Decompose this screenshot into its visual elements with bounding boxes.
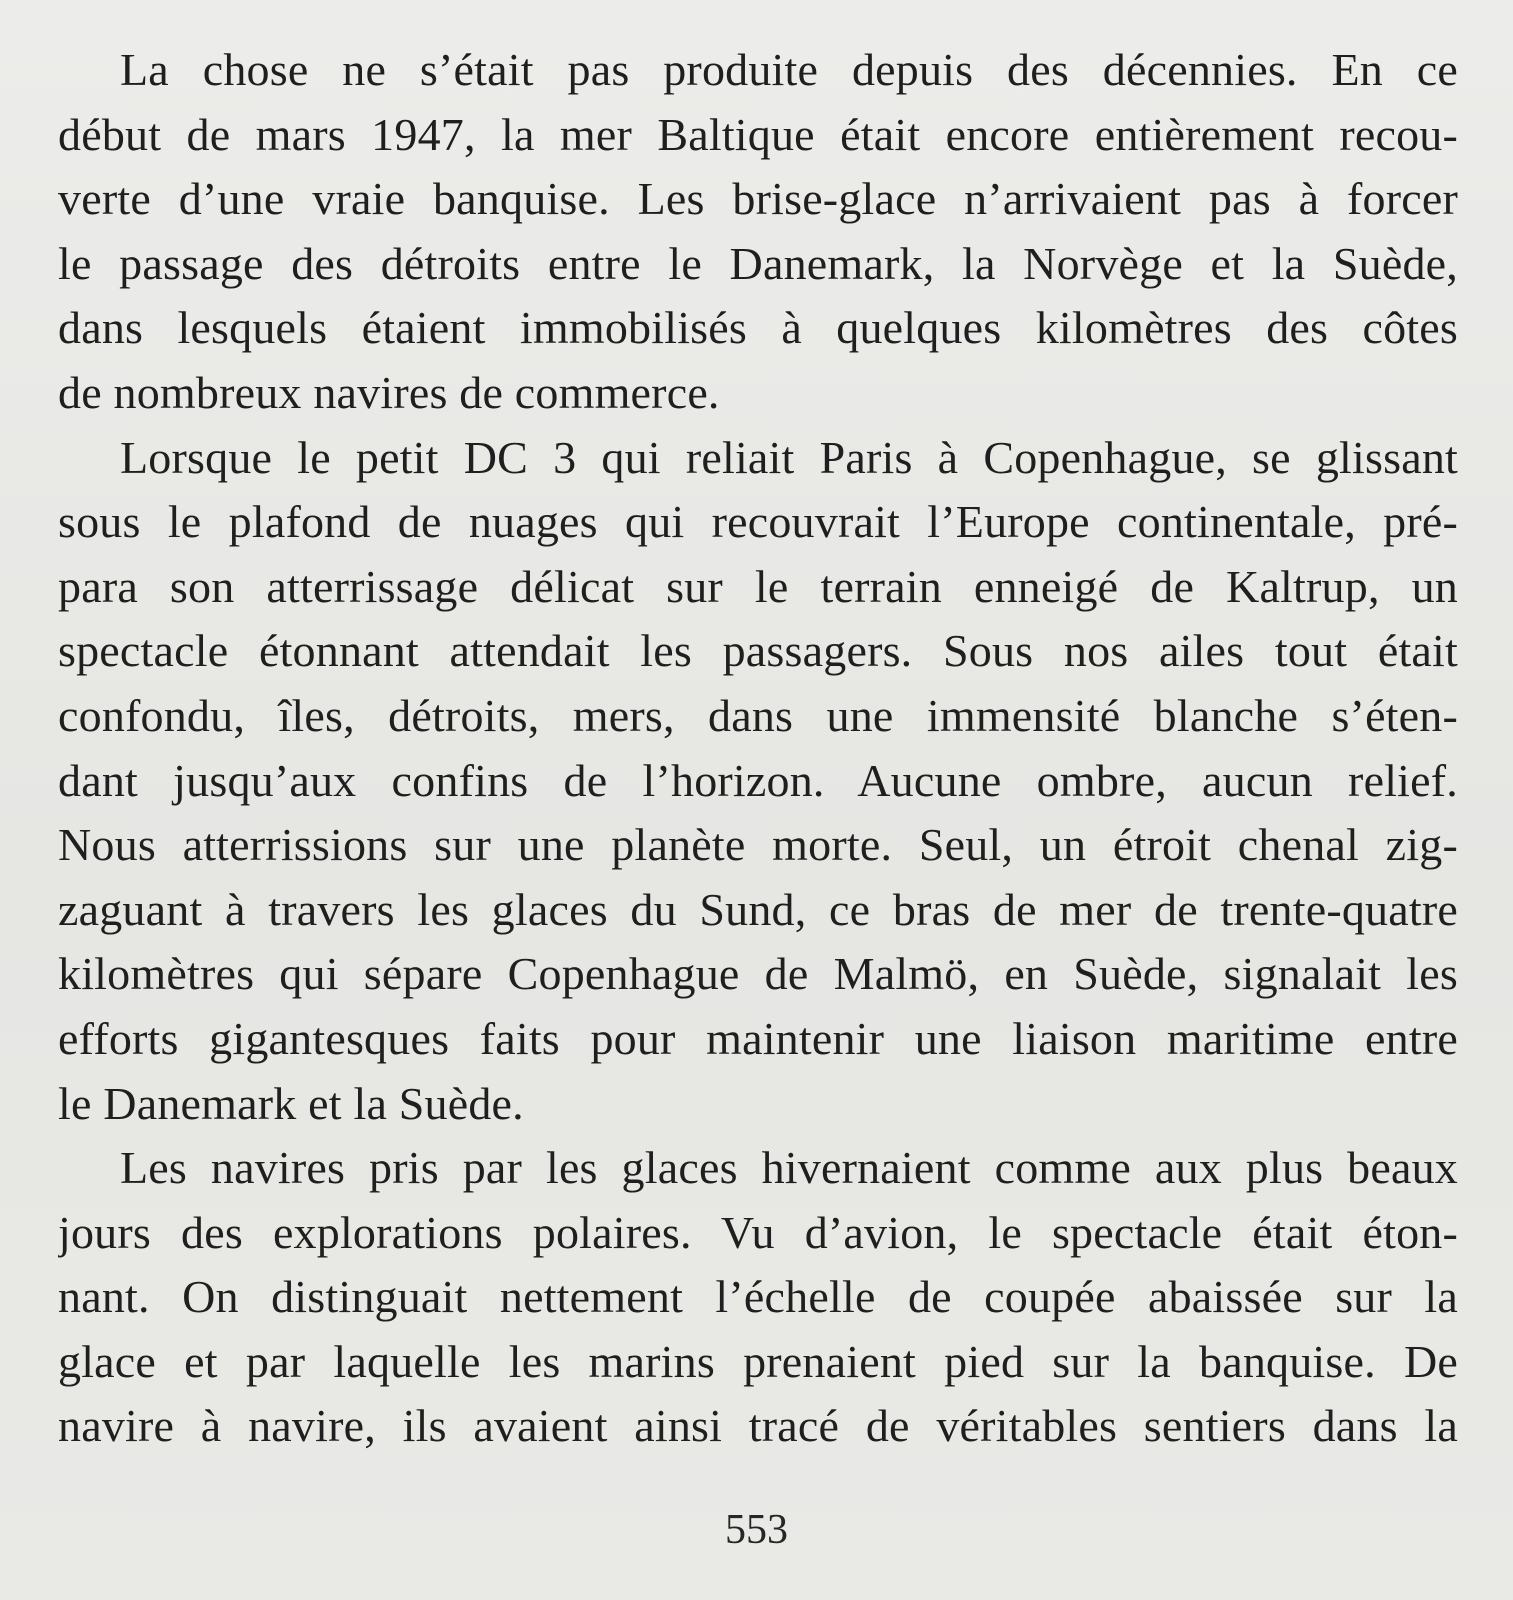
text-line: spectacle étonnant attendait les passagers. Sous nos ailes tout était	[58, 625, 1458, 677]
text-line: verte d’une vraie banquise. Les brise-glace n’arrivaient pas à forcer	[58, 173, 1458, 225]
text-line: efforts gigantesques faits pour maintenir une liaison maritime entre	[58, 1012, 1458, 1064]
text-line: nant. On distinguait nettement l’échelle de coupée abaissée sur la	[58, 1271, 1458, 1323]
text-line: confondu, îles, détroits, mers, dans une immensité blanche s’éten-	[58, 689, 1458, 741]
text-line: para son atterrissage délicat sur le terrain enneigé de Kaltrup, un	[58, 560, 1458, 612]
body-text	[58, 38, 1458, 1459]
text-line: navire à navire, ils avaient ainsi tracé de véritables sentiers dans la	[58, 1400, 1458, 1452]
paragraph-1	[58, 38, 1458, 426]
text-line: dant jusqu’aux confins de l’horizon. Aucune ombre, aucun relief.	[58, 754, 1458, 806]
text-line: sous le plafond de nuages qui recouvrait l’Europe continentale, pré-	[58, 496, 1458, 548]
paragraph-2	[58, 426, 1458, 1137]
paragraph-3	[58, 1136, 1458, 1459]
text-line: dans lesquels étaient immobilisés à quelques kilomètres des côtes	[58, 302, 1458, 354]
text-line: La chose ne s’était pas produite depuis des décennies. En ce	[120, 44, 1458, 95]
text-line: début de mars 1947, la mer Baltique était encore entièrement recou-	[58, 108, 1458, 160]
text-line: Nous atterrissions sur une planète morte. Seul, un étroit chenal zig-	[58, 819, 1458, 871]
text-line: de nombreux navires de commerce.	[58, 366, 720, 418]
text-line: Les navires pris par les glaces hivernaient comme aux plus beaux	[120, 1142, 1458, 1194]
text-line: kilomètres qui sépare Copenhague de Malmö, en Suède, signalait les	[58, 948, 1458, 1000]
text-line: jours des explorations polaires. Vu d’avion, le spectacle était éton-	[58, 1206, 1458, 1258]
text-line: Lorsque le petit DC 3 qui reliait Paris à Copenhague, se glissant	[120, 431, 1458, 483]
text-line: le Danemark et la Suède.	[58, 1077, 524, 1129]
text-line: le passage des détroits entre le Danemark, la Norvège et la Suède,	[58, 237, 1458, 289]
page-number: 553	[725, 1507, 788, 1553]
text-line: glace et par laquelle les marins prenaient pied sur la banquise. De	[58, 1335, 1458, 1387]
text-line: zaguant à travers les glaces du Sund, ce bras de mer de trente-quatre	[58, 883, 1458, 935]
